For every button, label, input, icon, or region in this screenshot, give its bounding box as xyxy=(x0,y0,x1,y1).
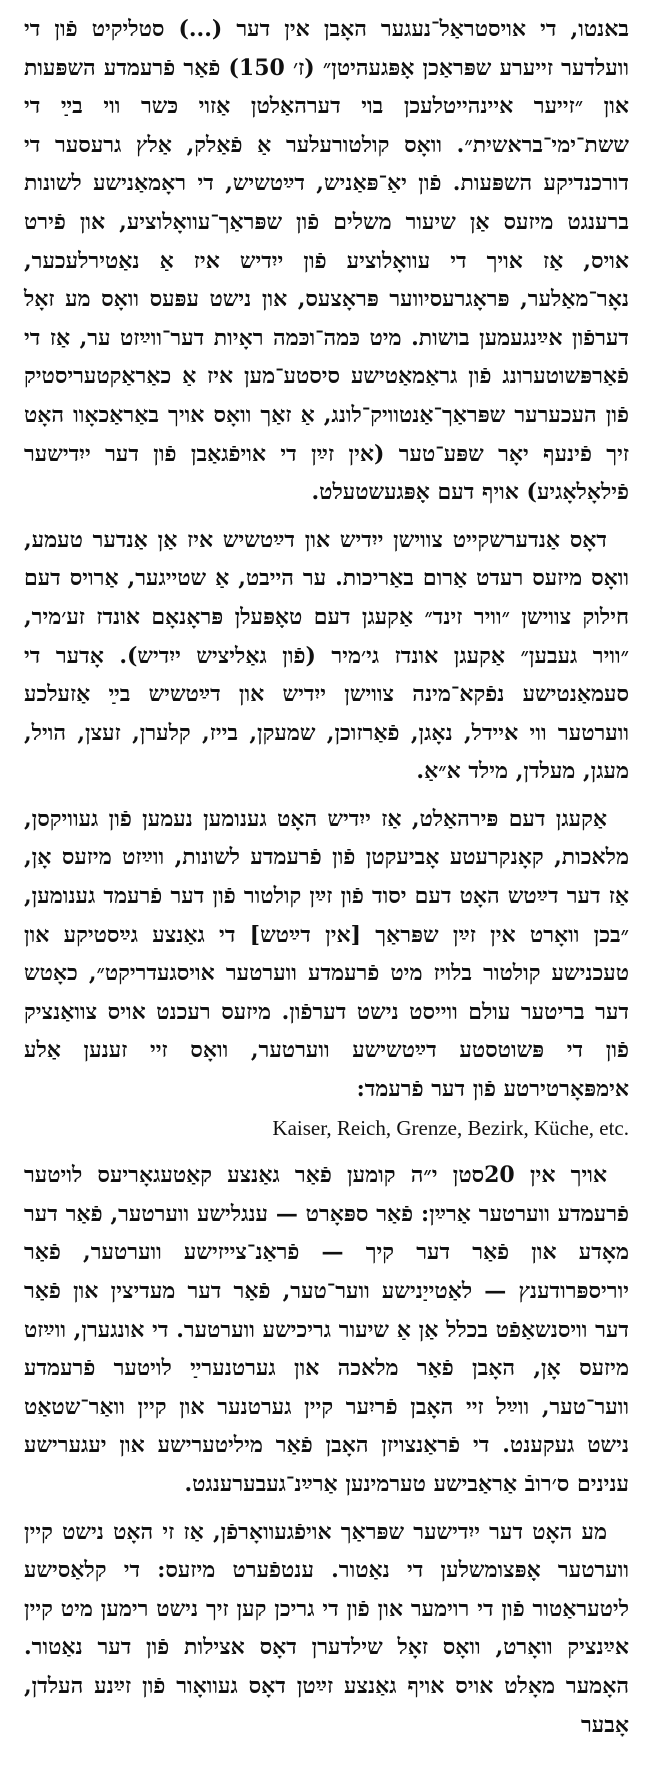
paragraph-3-text: אַקעגן דעם פּירהאַלט, אַז ייִדיש האָט גענומען נעמען פֿון געוויקסן, מלאכות, קאָנקרעטע אָביעקטן פֿון פֿרעמדע לשונות, ווײַזט מיזעס אָן, אַז דער דײַטש האָט דעם יסוד פֿון זײַן קולטור פֿון דער פֿרעמד גענומען, ״בכן וואָרט אין זײַן שפּראַך [אין דײַטש] די גאַנצע גײַסטיקע און טעכנישע קולטור בלויז מיט פֿרעמדע ווערטער אויסגעדריקט״, כאָטש דער בריטער עולם ווייסט נישט דערפֿון. מיזעס רעכנט אויס צוואַנציק פֿון די פּשוטסטע דײַטשישע ווערטער, וואָס זיי זענען אַלע אימפּאָרטירטע פֿון דער פֿרעמד: xyxy=(24,805,629,1103)
paragraph-1 xyxy=(24,10,629,512)
paragraph-5-text: מע האָט דער ייִדישער שפּראַך אויפֿגעוואָרפֿן, אַז זי האָט נישט קיין ווערטער אָפּצומשלען די נאַטור. ענטפֿערט מיזעס: די קלאַסישע ליטעראַטור פֿון די רוימער און פֿון די גריכן קען זיך נישט רימען מיט קיין אײַנציק וואָרט, וואָס זאָל שילדערן דאָס אצילות פֿון דער נאַטור. האָמער מאָלט אויס אויף גאַנצע זײַטן דאָס געוואָור פֿון זײַנע העלדן, אָבער xyxy=(24,1518,629,1738)
paragraph-3 xyxy=(24,800,629,1147)
paragraph-4-text: אויך אין 20סטן י״ה קומען פֿאַר גאַנצע קאַטעגאָריעס לויטער פֿרעמדע ווערטער אַרײַן: פֿאַר ספּאָרט — ענגלישע ווערטער, פֿאַר דער מאָדע און פֿאַר דער קיך — פֿראַנ־צייזישע ווערטער, פֿאַר יוריספּרודענץ — לאַטייַנישע ווער־טער, פֿאַר דער מעדיצין און פֿאַר דער וויסנשאַפֿט בכלל אַן אַ שיעור גריכישע ווערטער. די אונגערן, ווײַזט מיזעס אָן, האָבן פֿאַר מלאכה און גערטנערײַ לויטער פֿרעמדע ווער־טער, ווײַל זיי האָבן פֿריִער קיין גערטנער און קיין וואַר־שטאַט נישט געקענט. די פֿראַנצויזן האָבן פֿאַר מיליטערישע און יעגערישע ענינים ס׳רובֿ אַראַבישע טערמינען אַרײַנ־געבערענגט. xyxy=(24,1162,629,1497)
paragraph-2 xyxy=(24,521,629,791)
paragraph-3-latin-words: Kaiser, Reich, Grenze, Bezirk, Küche, etc. xyxy=(272,1115,629,1140)
paragraph-2-text: דאָס אַנדערשקייט צווישן ייִדיש און דײַטשיש איז אַן אַנדער טעמע, וואָס מיזעס רעדט אַרום באַריכות. ער הייבט, אַ שטייגער, אַרויס דעם חילוק צווישן ״וויר זינד״ אַקעגן דעם טאָפּעלן פּראָנאָם אונדז זע׳מיר, ״וויר געבען״ אַקעגן אונדז גי׳מיר (פֿון גאַליציש ייִדיש). אָדער די סעמאַנטישע נפֿקא־מינה צווישן ייִדיש און דײַטשיש בײַ אַזעלכע ווערטער ווי איידל, נאָגן, פֿאַרזוכן, שמעקן, בייז, קלערן, זעצן, הויל, מעגן, מעלדן, מילד א״אַ. xyxy=(24,526,629,785)
paragraph-1-text: באנטו, די אויסטראַל־נעגער האָבן אין דער (...) סטליקיט פֿון די וועלדער זייערע שפּראַכן אָפּגעהיטן״ (ז׳ 150) פֿאַר פֿרעמדע השפּעות און ״זייער איינהייטלעכן בוי דערהאַלטן אַזוי כּשר ווי בײַ די ששת־ימי־בראשית״. וואָס קולטורעלער אַ פֿאַלק, אַלץ גרעסער די דורכנדיקע השפּעות. פֿון יאַ־פּאַניש, דײַטשיש, די ראָמאַנישע לשונות ברענגט מיזעס אַן שיעור משלים פֿון שפּראַך־עוואָלוציע, און פֿירט אויס, אַז אויך די עוואָלוציע פֿון ייִדיש איז אַ נאַטירלעכער, נאָר־מאַלער, פּראָגרעסיווער פּראָצעס, און נישט עפּעס וואָס מע זאָל דערפֿון אײַנגעמען בושות. מיט כּמה־וכּמה ראָיות דער־ווײַזט ער, אַז די פֿאַרפּשוטערונג פֿון גראַמאַטישע סיסטע־מען איז אַ כאַראַקטעריסטיק פֿון העכערער שפּראַך־אַנטוויק־לונג, אַ זאַך וואָס אויך באַראַכאָוו האָט זיך פֿינעף יאָר שפּע־טער (אין זײַן די אויפֿגאַבן פֿון דער ייִדישער פֿילאָלאָגיע) אויף דעם אָפּגעשטעלט. xyxy=(24,16,629,506)
paragraph-4 xyxy=(24,1156,629,1503)
paragraph-5 xyxy=(24,1513,629,1745)
